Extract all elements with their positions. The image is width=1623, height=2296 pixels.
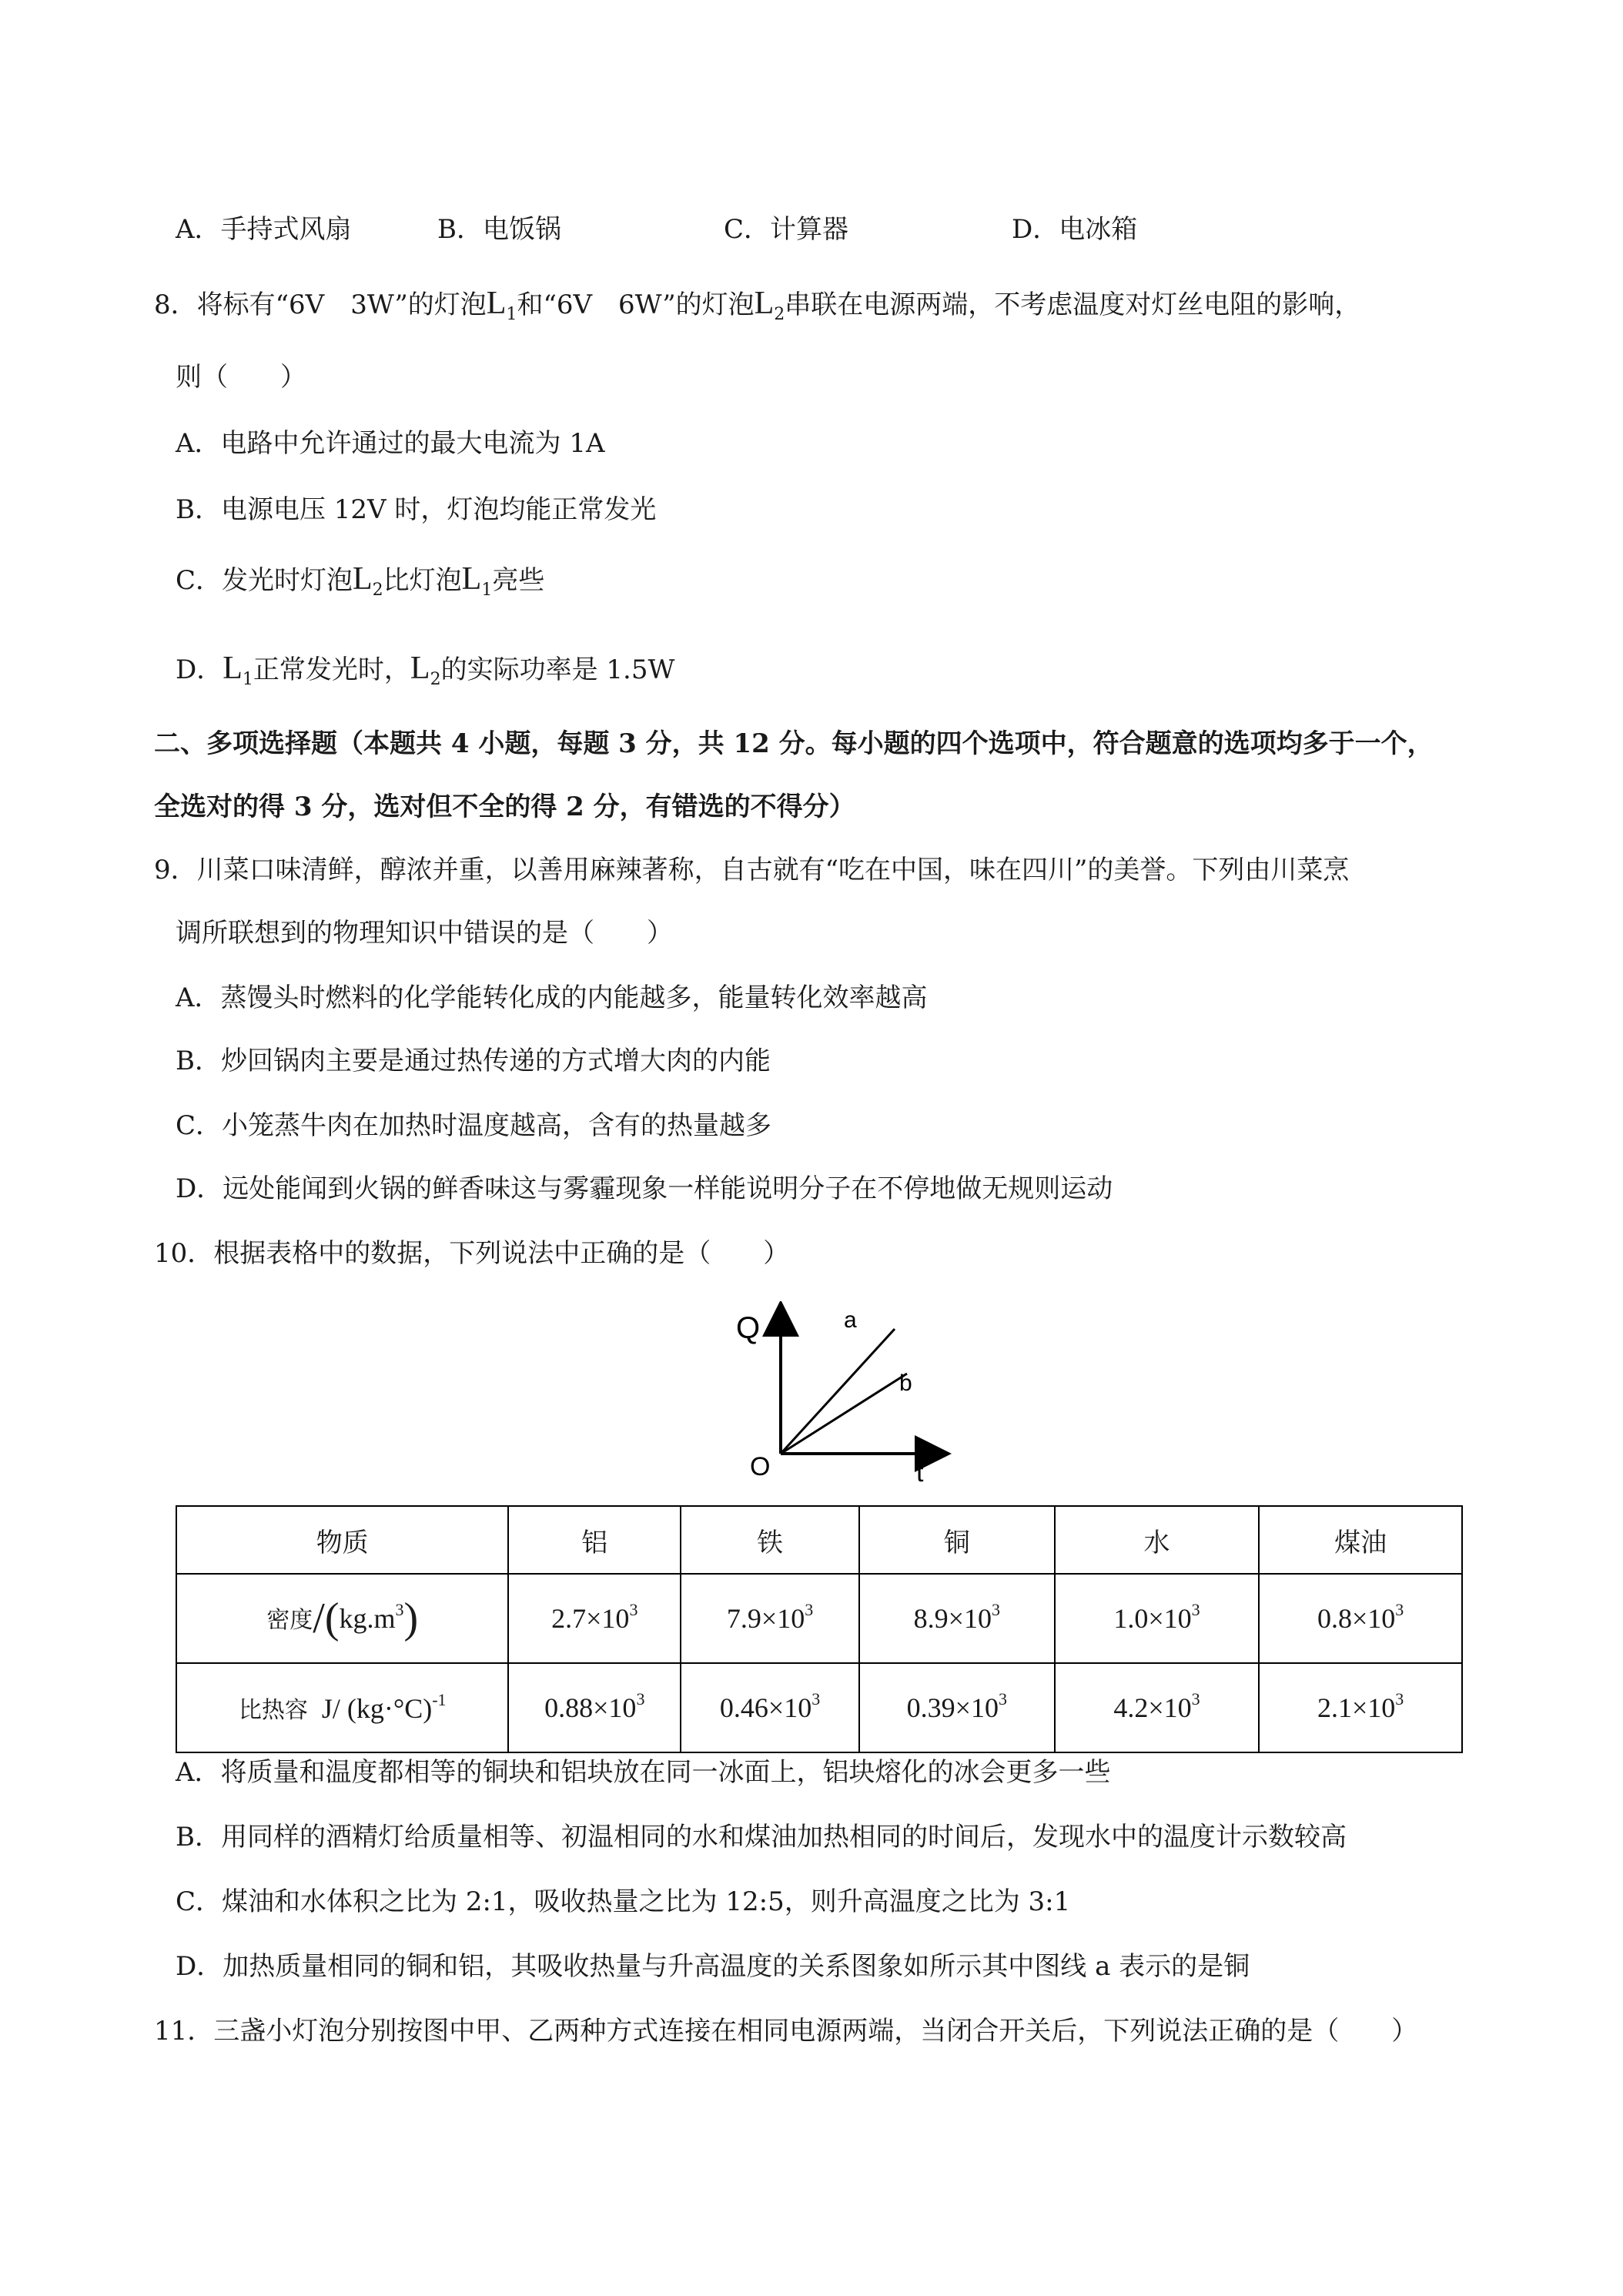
q7-option-c: C．计算器 xyxy=(724,214,849,245)
density-aluminum: $2.7\times 10^3$ xyxy=(508,1574,681,1663)
q9-option-a: A．蒸馒头时燃料的化学能转化成的内能越多，能量转化效率越高 xyxy=(176,982,928,1013)
header-aluminum: 铝 xyxy=(508,1506,681,1574)
table-header-row xyxy=(176,1506,1462,1574)
header-copper: 铜 xyxy=(859,1506,1055,1574)
header-kerosene: 煤油 xyxy=(1259,1506,1462,1574)
q8-stem-line1: 8．将标有“6V 3W”的灯泡$L_1$和“6V 6W”的灯泡$L_2$串联在电源两端，不考虑温度对灯丝电阻的影响， xyxy=(154,286,1361,324)
q7-option-d: D．电冰箱 xyxy=(1012,214,1138,245)
density-row-label: 密度$/(kg.m^3)$ xyxy=(176,1574,508,1663)
q8-stem-line2: 则（ ） xyxy=(176,362,306,393)
q10-option-b: B．用同样的酒精灯给质量相等、初温相同的水和煤油加热相同的时间后，发现水中的温度计示数较高 xyxy=(176,1822,1347,1853)
graph-origin-label: O xyxy=(750,1452,771,1481)
table-row-density xyxy=(176,1574,1462,1663)
specific-heat-iron: $0.46\times 10^3$ xyxy=(681,1663,859,1752)
specific-heat-aluminum: $0.88\times 10^3$ xyxy=(508,1663,681,1752)
graph-y-label: Q xyxy=(736,1311,761,1345)
section2-heading-line2: 全选对的得 3 分，选对但不全的得 2 分，有错选的不得分） xyxy=(154,792,855,822)
q9-option-d: D．远处能闻到火锅的鲜香味这与雾霾现象一样能说明分子在不停地做无规则运动 xyxy=(176,1173,1113,1204)
q8-option-c: C．发光时灯泡$L_2$比灯泡$L_1$亮些 xyxy=(176,561,545,600)
density-water: $1.0\times 10^3$ xyxy=(1055,1574,1260,1663)
q9-option-b: B．炒回锅肉主要是通过热传递的方式增大肉的内能 xyxy=(176,1046,771,1076)
specific-heat-copper: $0.39\times 10^3$ xyxy=(859,1663,1055,1752)
density-kerosene: $0.8\times 10^3$ xyxy=(1259,1574,1462,1663)
q10-option-a: A．将质量和温度都相等的铜块和铝块放在同一冰面上，铝块熔化的冰会更多一些 xyxy=(176,1757,1111,1788)
q10-q-t-graph xyxy=(724,1301,970,1483)
q9-stem-line1: 9．川菜口味清鲜，醇浓并重，以善用麻辣著称，自古就有“吃在中国，味在四川”的美誉。下列由川菜烹 xyxy=(154,855,1350,885)
q10-option-d: D．加热质量相同的铜和铝，其吸收热量与升高温度的关系图象如所示其中图线 a 表示的是铜 xyxy=(176,1951,1250,1982)
q9-option-c: C．小笼蒸牛肉在加热时温度越高，含有的热量越多 xyxy=(176,1110,772,1141)
specific-heat-water: $4.2\times 10^3$ xyxy=(1055,1663,1260,1752)
q10-stem: 10．根据表格中的数据，下列说法中正确的是（ ） xyxy=(154,1238,790,1269)
q8-option-a: A．电路中允许通过的最大电流为 1A xyxy=(176,428,605,459)
q10-option-c: C．煤油和水体积之比为 2:1，吸收热量之比为 12:5，则升高温度之比为 3:1 xyxy=(176,1886,1071,1917)
graph-line-b-label: b xyxy=(899,1371,912,1396)
table-row-specific-heat xyxy=(176,1663,1462,1752)
density-copper: $8.9\times 10^3$ xyxy=(859,1574,1055,1663)
q10-data-table xyxy=(176,1505,1463,1753)
specific-heat-kerosene: $2.1\times 10^3$ xyxy=(1259,1663,1462,1752)
q8-option-d: D．$L_1$正常发光时，$L_2$的实际功率是 1.5W xyxy=(176,651,675,689)
header-water: 水 xyxy=(1055,1506,1260,1574)
density-iron: $7.9\times 10^3$ xyxy=(681,1574,859,1663)
graph-x-label: t xyxy=(916,1458,924,1483)
header-iron: 铁 xyxy=(681,1506,859,1574)
graph-line-a-label: a xyxy=(844,1307,857,1333)
q7-option-a: A．手持式风扇 xyxy=(176,214,352,245)
section2-heading-line1: 二、多项选择题（本题共 4 小题，每题 3 分，共 12 分。每小题的四个选项中，符合题意的选项均多于一个， xyxy=(154,728,1434,759)
header-substance: 物质 xyxy=(176,1506,508,1574)
q11-stem: 11．三盏小灯泡分别按图中甲、乙两种方式连接在相同电源两端，当闭合开关后，下列说法正确的是（ ） xyxy=(154,2016,1418,2047)
q8-option-b: B．电源电压 12V 时，灯泡均能正常发光 xyxy=(176,494,657,525)
q7-option-b: B．电饭锅 xyxy=(437,214,561,245)
specific-heat-row-label: 比热容 J/ $(kg\cdot^\circ C)^{-1}$ xyxy=(176,1663,508,1752)
q9-stem-line2: 调所联想到的物理知识中错误的是（ ） xyxy=(176,918,673,949)
